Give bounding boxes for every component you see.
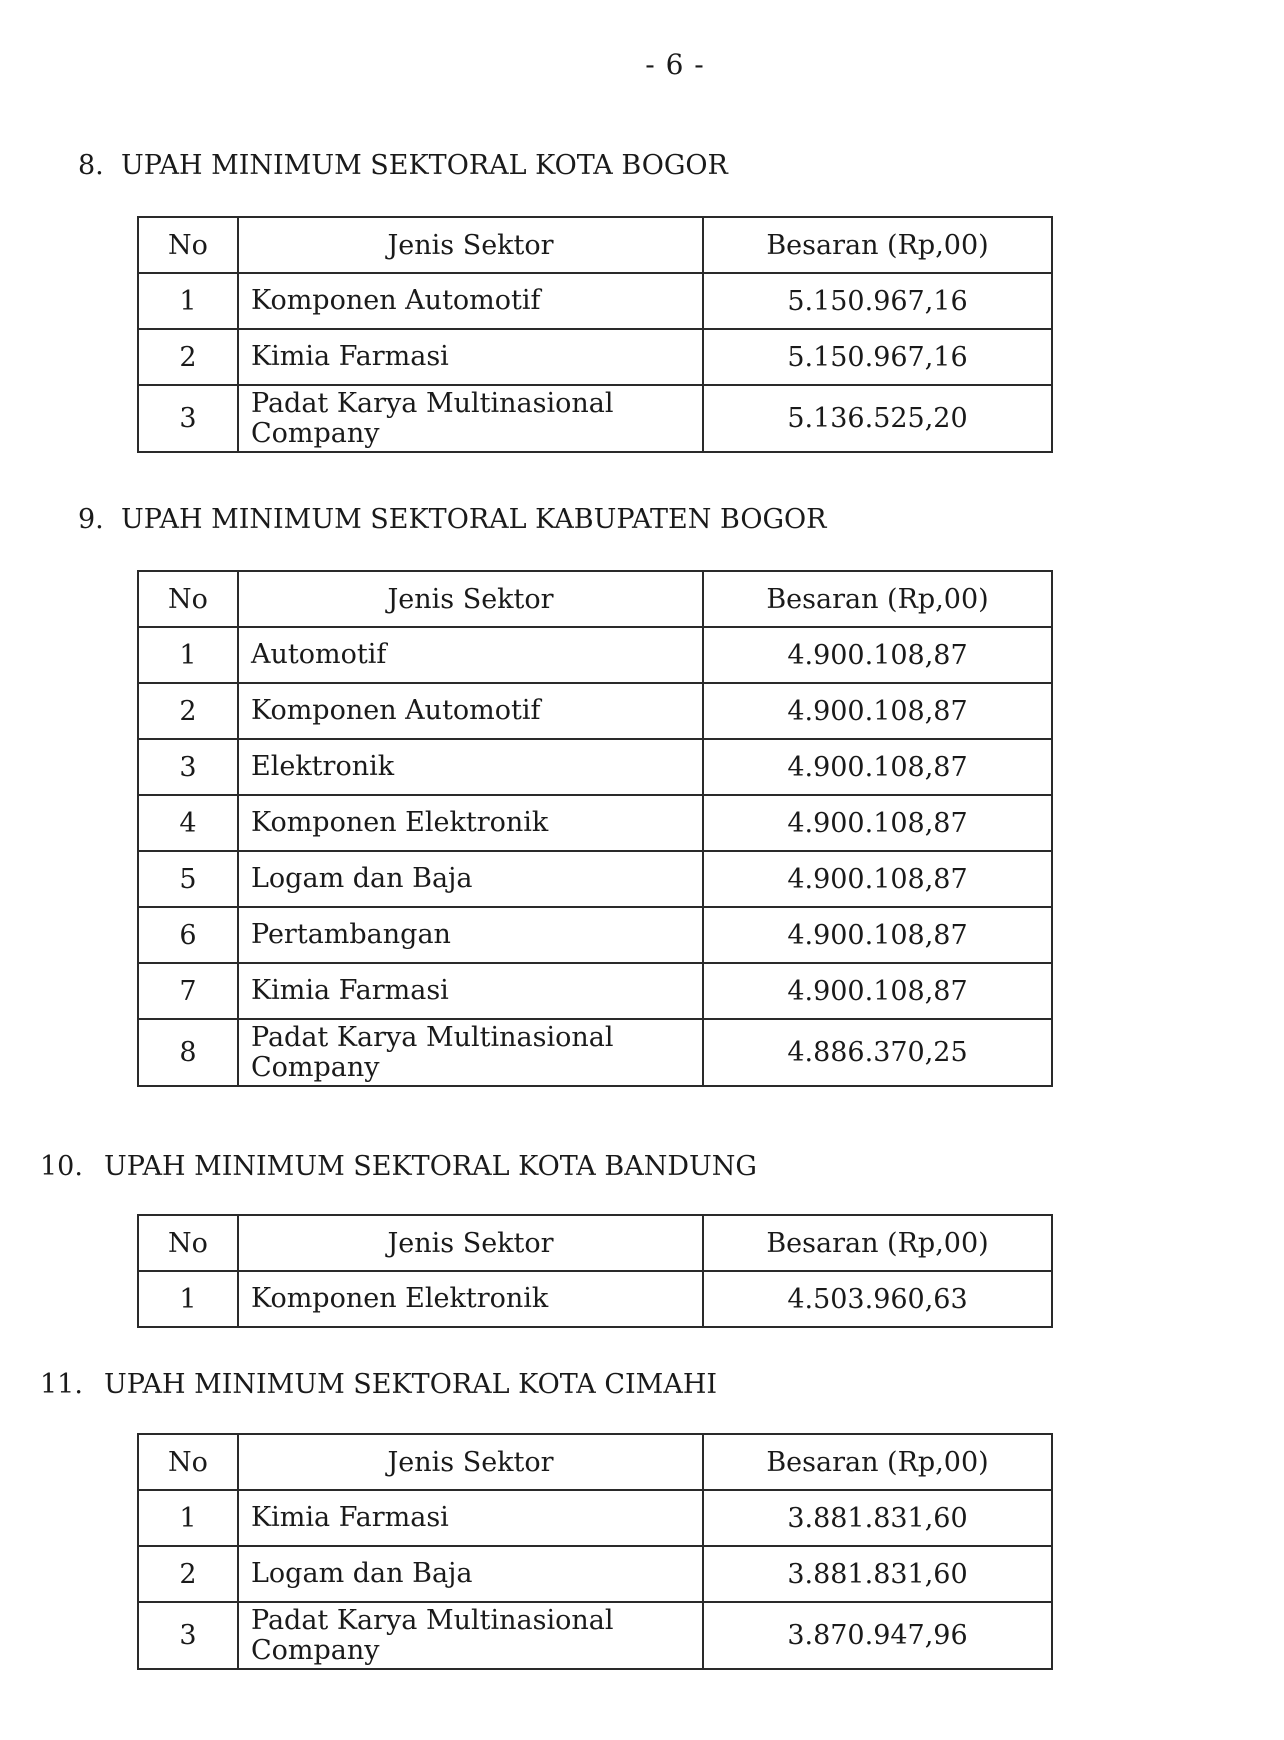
table-row xyxy=(138,963,1052,1019)
table-row xyxy=(138,1019,1052,1086)
header-no: No xyxy=(138,1215,238,1271)
cell-no: 3 xyxy=(138,1602,238,1669)
section-heading-11 xyxy=(40,1369,717,1400)
section-title: UPAH MINIMUM SEKTORAL KOTA BOGOR xyxy=(121,150,728,181)
cell-amount: 4.900.108,87 xyxy=(703,627,1052,683)
section-heading-10 xyxy=(40,1151,757,1182)
cell-no: 1 xyxy=(138,273,238,329)
table-row xyxy=(138,273,1052,329)
section-title: UPAH MINIMUM SEKTORAL KOTA CIMAHI xyxy=(104,1369,718,1400)
cell-sector: Padat Karya Multinasional Company xyxy=(238,1019,703,1086)
header-amount: Besaran (Rp,00) xyxy=(703,1434,1052,1490)
header-sector: Jenis Sektor xyxy=(238,1215,703,1271)
cell-no: 7 xyxy=(138,963,238,1019)
cell-sector: Komponen Automotif xyxy=(238,273,703,329)
table-header-row xyxy=(138,1215,1052,1271)
table-row xyxy=(138,851,1052,907)
table-row xyxy=(138,739,1052,795)
wage-table-kota-cimahi xyxy=(137,1433,1053,1670)
cell-amount: 5.136.525,20 xyxy=(703,385,1052,452)
cell-sector: Logam dan Baja xyxy=(238,851,703,907)
section-number: 11. xyxy=(40,1369,83,1400)
cell-sector: Pertambangan xyxy=(238,907,703,963)
cell-no: 1 xyxy=(138,1271,238,1327)
table-row xyxy=(138,1271,1052,1327)
cell-amount: 4.900.108,87 xyxy=(703,963,1052,1019)
cell-sector: Logam dan Baja xyxy=(238,1546,703,1602)
table-row xyxy=(138,329,1052,385)
cell-no: 3 xyxy=(138,739,238,795)
table-row xyxy=(138,1546,1052,1602)
section-heading-9 xyxy=(78,504,826,535)
cell-amount: 4.900.108,87 xyxy=(703,851,1052,907)
page-number: - 6 - xyxy=(645,48,705,81)
cell-sector: Kimia Farmasi xyxy=(238,963,703,1019)
header-sector: Jenis Sektor xyxy=(238,571,703,627)
cell-no: 2 xyxy=(138,329,238,385)
wage-table-kabupaten-bogor xyxy=(137,570,1053,1087)
section-title: UPAH MINIMUM SEKTORAL KABUPATEN BOGOR xyxy=(121,504,827,535)
cell-sector: Kimia Farmasi xyxy=(238,1490,703,1546)
section-heading-8 xyxy=(78,150,728,181)
wage-table-kota-bogor xyxy=(137,216,1053,453)
cell-sector: Padat Karya Multinasional Company xyxy=(238,1602,703,1669)
cell-sector: Padat Karya Multinasional Company xyxy=(238,385,703,452)
cell-no: 3 xyxy=(138,385,238,452)
table-row xyxy=(138,683,1052,739)
header-amount: Besaran (Rp,00) xyxy=(703,217,1052,273)
header-no: No xyxy=(138,1434,238,1490)
cell-no: 2 xyxy=(138,683,238,739)
table-header-row xyxy=(138,571,1052,627)
table-row xyxy=(138,795,1052,851)
table-row xyxy=(138,907,1052,963)
cell-sector: Komponen Elektronik xyxy=(238,795,703,851)
header-amount: Besaran (Rp,00) xyxy=(703,1215,1052,1271)
header-sector: Jenis Sektor xyxy=(238,217,703,273)
section-number: 9. xyxy=(78,504,104,535)
cell-amount: 4.900.108,87 xyxy=(703,739,1052,795)
header-no: No xyxy=(138,217,238,273)
section-number: 8. xyxy=(78,150,104,181)
table-row xyxy=(138,1490,1052,1546)
cell-amount: 4.503.960,63 xyxy=(703,1271,1052,1327)
cell-sector: Automotif xyxy=(238,627,703,683)
table-row xyxy=(138,627,1052,683)
cell-amount: 3.870.947,96 xyxy=(703,1602,1052,1669)
cell-no: 4 xyxy=(138,795,238,851)
cell-amount: 5.150.967,16 xyxy=(703,273,1052,329)
cell-no: 2 xyxy=(138,1546,238,1602)
section-title: UPAH MINIMUM SEKTORAL KOTA BANDUNG xyxy=(104,1151,757,1182)
cell-sector: Kimia Farmasi xyxy=(238,329,703,385)
cell-amount: 3.881.831,60 xyxy=(703,1546,1052,1602)
header-sector: Jenis Sektor xyxy=(238,1434,703,1490)
cell-amount: 5.150.967,16 xyxy=(703,329,1052,385)
cell-amount: 3.881.831,60 xyxy=(703,1490,1052,1546)
cell-no: 6 xyxy=(138,907,238,963)
cell-no: 5 xyxy=(138,851,238,907)
table-header-row xyxy=(138,217,1052,273)
cell-sector: Elektronik xyxy=(238,739,703,795)
table-header-row xyxy=(138,1434,1052,1490)
table-row xyxy=(138,385,1052,452)
cell-amount: 4.900.108,87 xyxy=(703,683,1052,739)
wage-table-kota-bandung xyxy=(137,1214,1053,1328)
cell-amount: 4.900.108,87 xyxy=(703,907,1052,963)
cell-no: 1 xyxy=(138,627,238,683)
section-number: 10. xyxy=(40,1151,83,1182)
cell-amount: 4.886.370,25 xyxy=(703,1019,1052,1086)
cell-no: 8 xyxy=(138,1019,238,1086)
cell-no: 1 xyxy=(138,1490,238,1546)
cell-sector: Komponen Automotif xyxy=(238,683,703,739)
header-amount: Besaran (Rp,00) xyxy=(703,571,1052,627)
table-row xyxy=(138,1602,1052,1669)
header-no: No xyxy=(138,571,238,627)
cell-sector: Komponen Elektronik xyxy=(238,1271,703,1327)
cell-amount: 4.900.108,87 xyxy=(703,795,1052,851)
